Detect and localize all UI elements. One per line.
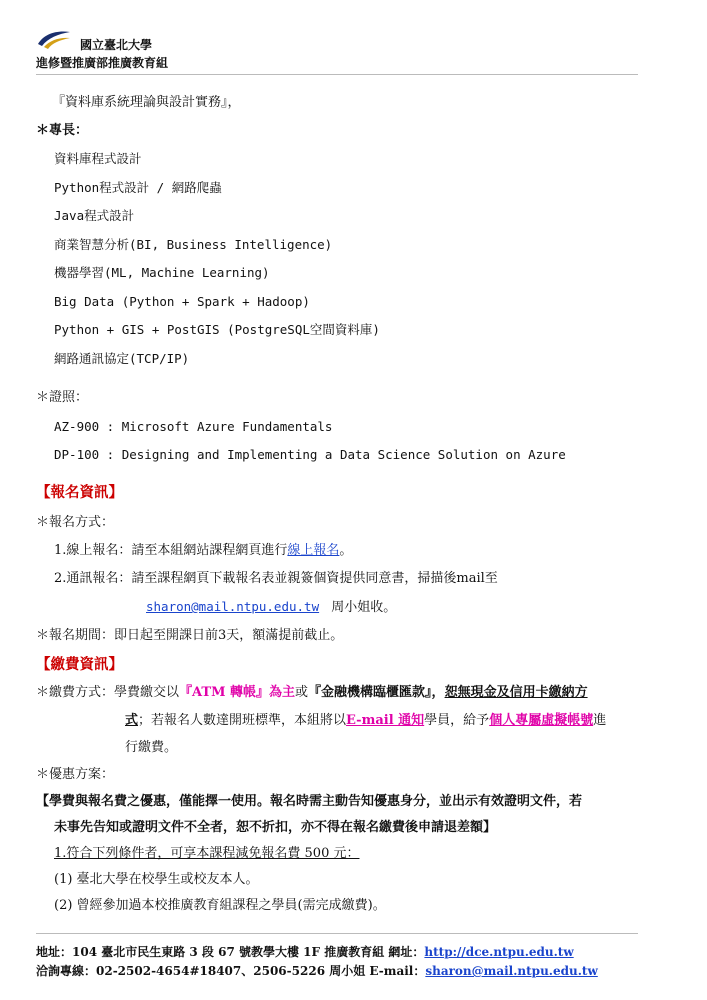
bullet-asterisk: ＊	[36, 515, 50, 530]
expertise-item: 網路通訊協定(TCP/IP)	[54, 351, 190, 366]
online-registration-line: 1.線上報名：請至本組網站課程網頁進行線上報名。	[54, 543, 353, 558]
expertise-item: Big Data (Python + Spark + Hadoop)	[54, 294, 310, 309]
expertise-item: 資料庫程式設計	[54, 151, 142, 166]
bullet-asterisk: ＊	[36, 390, 50, 405]
certs-heading: ＊證照：	[36, 390, 89, 405]
atm-transfer-text: 『ATM 轉帳』為主	[179, 685, 296, 700]
header-divider	[36, 74, 638, 75]
no-cash-notice: 恕無現金及信用卡繳納方	[444, 685, 588, 700]
book-title: 『資料庫系統理論與設計實務』，	[52, 95, 241, 110]
bullet-asterisk: ＊	[36, 685, 50, 700]
cert-item: AZ-900 : Microsoft Azure Fundamentals	[54, 419, 333, 434]
footer-address: 地址：104 臺北市民生東路 3 段 67 號教學大樓 1F 推廣教育組 網址：http://dce.ntpu.edu.tw	[36, 945, 574, 959]
discount-notice-line-1: 【學費與報名費之優惠，僅能擇一使用。報名時需主動告知優惠身分，並出示有效證明文件，若	[36, 794, 583, 809]
discount-notice-line-2: 未事先告知或證明文件不全者，恕不折扣，亦不得在報名繳費後申請退差額】	[54, 820, 497, 835]
expertise-item: Python + GIS + PostGIS (PostgreSQL空間資料庫)	[54, 322, 380, 337]
expertise-item: 商業智慧分析(BI, Business Intelligence)	[54, 237, 333, 252]
bullet-asterisk: ＊	[36, 767, 50, 782]
payment-line-2: 式；若報名人數達開班標準，本組將以E-mail 通知學員，給予個人專屬虛擬帳號進	[125, 713, 607, 728]
footer-contact: 洽詢專線：02-2502-4654#18407、2506-5226 周小姐 E-mail：sharon@mail.ntpu.edu.tw	[36, 964, 598, 978]
discount-condition-item: (2) 曾經參加過本校推廣教育組課程之學員(需完成繳費)。	[54, 898, 386, 913]
footer-divider	[36, 933, 638, 934]
discount-label: ＊優惠方案：	[36, 767, 115, 782]
mail-registration-line: 2.通訊報名：請至課程網頁下載報名表並親簽個資提供同意書，掃描後mail至	[54, 571, 498, 586]
registration-section-title: 【報名資訊】	[36, 484, 123, 501]
mail-registration-contact: sharon@mail.ntpu.edu.tw 周小姐收。	[146, 599, 397, 615]
online-registration-link[interactable]: 線上報名	[287, 543, 340, 558]
email-notice-text: E-mail 通知	[346, 713, 425, 728]
discount-condition-item: (1) 臺北大學在校學生或校友本人。	[54, 872, 259, 887]
virtual-account-text: 個人專屬虛擬帳號	[489, 713, 594, 728]
department-name: 進修暨推廣部推廣教育組	[36, 56, 169, 70]
registration-period: ＊報名期間：即日起至開課日前3天，額滿提前截止。	[36, 628, 344, 643]
bullet-asterisk: ＊	[36, 123, 50, 138]
counter-remittance-text: 『金融機構臨櫃匯款』	[308, 685, 432, 700]
org-name: 國立臺北大學	[80, 38, 153, 52]
registration-email-link[interactable]: sharon@mail.ntpu.edu.tw	[146, 599, 320, 614]
cert-item: DP-100 : Designing and Implementing a Data Science Solution on Azure	[54, 447, 566, 462]
footer-email-link[interactable]: sharon@mail.ntpu.edu.tw	[425, 964, 598, 978]
payment-section-title: 【繳費資訊】	[36, 656, 123, 673]
expertise-item: Python程式設計 / 網路爬蟲	[54, 180, 222, 195]
payment-line-3: 行繳費。	[125, 740, 178, 755]
bullet-asterisk: ＊	[36, 628, 50, 643]
registration-method-label: ＊報名方式：	[36, 515, 115, 530]
expertise-item: 機器學習(ML, Machine Learning)	[54, 265, 270, 280]
expertise-item: Java程式設計	[54, 208, 135, 223]
university-logo-icon	[36, 26, 72, 50]
payment-line-1: ＊繳費方式：學費繳交以『ATM 轉帳』為主或『金融機構臨櫃匯款』，恕無現金及信用卡繳納方	[36, 685, 588, 700]
expertise-heading: ＊專長：	[36, 123, 89, 138]
website-link[interactable]: http://dce.ntpu.edu.tw	[424, 945, 574, 959]
discount-condition-title: 1.符合下列條件者，可享本課程減免報名費 500 元：	[54, 846, 360, 861]
